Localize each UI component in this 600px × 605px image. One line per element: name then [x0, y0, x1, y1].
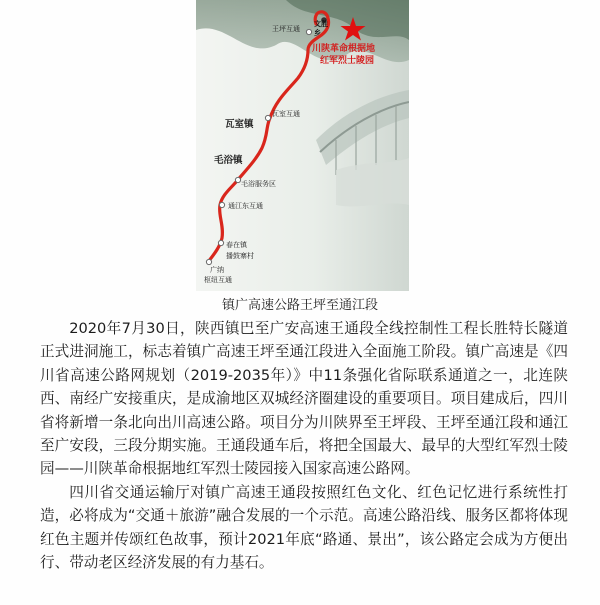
label-shuniuhutong: 枢纽互通 — [204, 276, 232, 284]
label-chunzaizhen: 春在镇 — [226, 241, 247, 249]
label-wensheng-2: 乡 — [314, 29, 321, 37]
node-guangna — [206, 259, 211, 264]
label-maoyufuwuqu: 毛浴服务区 — [241, 180, 276, 188]
label-wensheng-1: 文胜 — [314, 20, 328, 28]
node-tongjiangdong — [219, 202, 224, 207]
label-washizhen: 瓦室镇 — [225, 119, 254, 130]
label-guangna: 广纳 — [210, 266, 224, 274]
node-washi — [265, 115, 270, 120]
label-maoyuzhen: 毛浴镇 — [214, 155, 243, 166]
label-wangpinghutong: 王坪互通 — [272, 25, 300, 33]
node-maoyu — [235, 177, 240, 182]
figure-caption: 镇广高速公路王坪至通江段 — [221, 298, 378, 313]
node-wangping — [306, 29, 311, 34]
label-memorial-line2: 红军烈士陵园 — [320, 56, 375, 66]
route-map-svg — [196, 0, 409, 291]
route-map — [196, 0, 409, 291]
label-washihutong: 瓦室互通 — [272, 110, 300, 118]
label-memorial-line1: 川陕革命根据地 — [312, 44, 376, 54]
label-boshuzhaicun: 播鼓寨村 — [226, 252, 254, 260]
article-paragraph-1: 2020年7月30日，陕西镇巴至广安高速王通段全线控制性工程长胜特长隧道正式进洞施工，标志着镇广高速王坪至通江段进入全面施工阶段。镇广高速是《四川省高速公路网规划（2019-2035年）》中11条强化省际联系通道之一，北连陕西、南经广安接重庆，是成渝地区双城经济圈建设的重要项目。项目建成后，四川省将新增一条北向出川高速公路。项目分为川陕界至王坪段、王坪至通江段和通江至广安段，三段分期实施。王通段通车后，将把全国最大、最早的大型红军烈士陵园——川陕革命根据地红军烈士陵园接入国家高速公路网。 — [40, 320, 568, 478]
label-tongjiangdong: 通江东互通 — [228, 202, 263, 210]
article-paragraph-2: 四川省交通运输厅对镇广高速王通段按照红色文化、红色记忆进行系统性打造，必将成为“交通＋旅游”融合发展的一个示范。高速公路沿线、服务区都将体现红色主题并传颂红色故事，预计2021年底“路通、景出”，该公路定会成为方便出行、带动老区经济发展的有力基石。 — [40, 483, 568, 572]
node-chunzai — [218, 240, 223, 245]
article-body — [40, 317, 568, 574]
